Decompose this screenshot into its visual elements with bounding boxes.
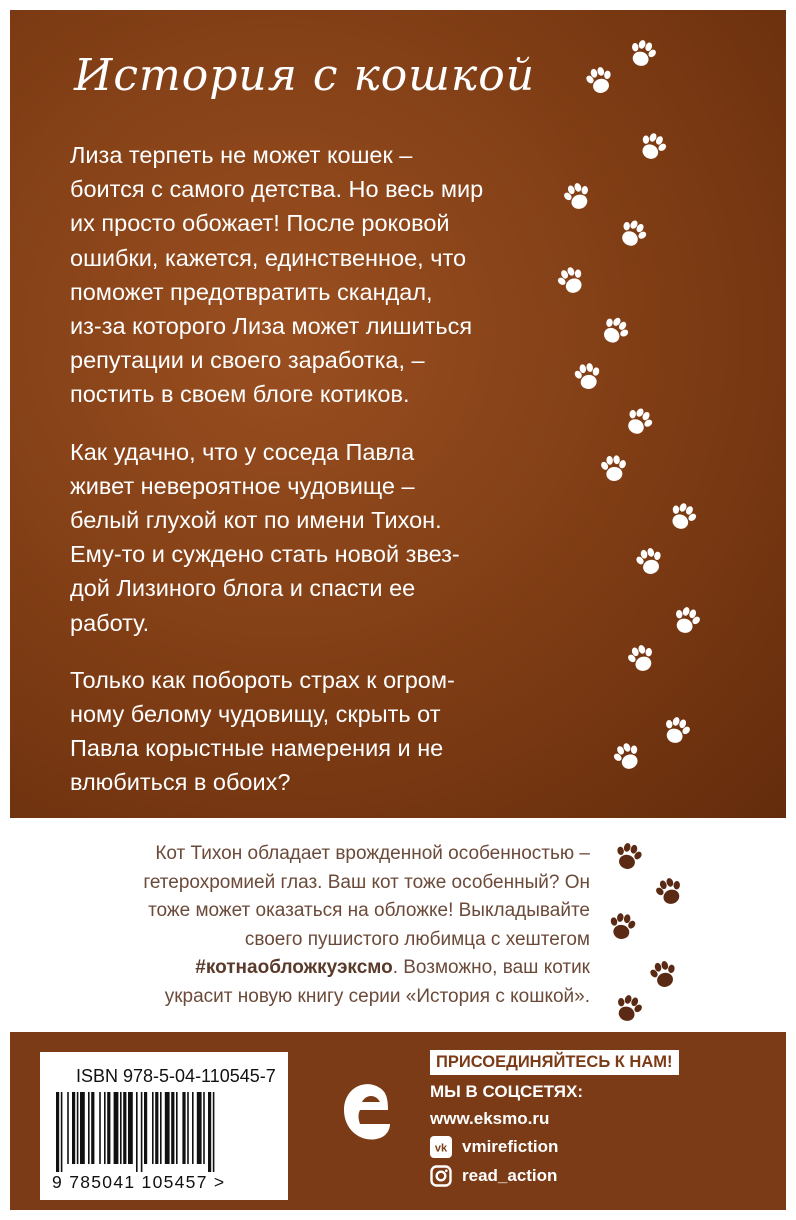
barcode-bar [91, 1092, 94, 1164]
barcode-bar [104, 1092, 106, 1164]
barcode-bar [72, 1092, 75, 1164]
barcode-bar [176, 1092, 178, 1164]
barcode-bar [123, 1092, 126, 1164]
series-title: История с кошкой [74, 50, 536, 101]
paw-print-icon [611, 992, 645, 1025]
blurb-paragraph: Как удачно, что у соседа Павла живет невероятное чудовище – белый глухой кот по имени Тихон. Ему-то и суждено стать новой звез- дой Лизиного блога и спасти ее работу. [70, 438, 460, 636]
barcode-label [40, 1052, 288, 1200]
paw-print-icon [554, 263, 590, 298]
barcode-bar [160, 1092, 162, 1164]
blurb-paragraph: Только как побороть страх к огром- ному белому чудовищу, скрыть от Павла корыстные намерения и не влюбиться в обоих? [70, 666, 455, 796]
svg-text:vk: vk [434, 1142, 448, 1155]
paw-print-icon [572, 361, 603, 391]
barcode-bar [208, 1092, 211, 1172]
eksmo-logo [340, 1080, 392, 1146]
paw-print-icon [635, 129, 671, 164]
paw-print-icon [625, 37, 659, 70]
barcode-bar [182, 1092, 185, 1164]
website-link[interactable] [430, 1109, 730, 1129]
paw-print-icon [647, 959, 680, 991]
blurb-paragraph: Лиза терпеть не может кошек – боится с самого детства. Но весь мир их просто обожает! После роковой ошибки, кажется, единственное, что поможет предотвратить скандал, из-за которого Лиза может лишиться репутации и своего заработка, – постить в своем блоге котиков. [70, 142, 484, 408]
book-back-cover [10, 10, 786, 1210]
barcode-bar [61, 1092, 63, 1172]
barcode-bar [77, 1092, 79, 1164]
social-links [430, 1050, 730, 1187]
barcode-bar [107, 1092, 110, 1164]
social-heading: МЫ В СОЦСЕТЯХ: [430, 1082, 584, 1101]
barcode-bar [187, 1092, 189, 1164]
barcode-bar [136, 1092, 138, 1172]
paw-print-icon [612, 841, 645, 873]
paw-print-icon [665, 499, 701, 534]
barcode-bar [171, 1092, 174, 1164]
barcode-digits: 9 785041 105457 > [52, 1172, 226, 1192]
paw-print-icon [621, 404, 657, 440]
barcode-bar [67, 1092, 69, 1164]
barcode-bar [114, 1092, 119, 1164]
description-panel [10, 10, 786, 818]
instagram-icon [430, 1165, 452, 1187]
vk-handle: vmirefiction [462, 1137, 559, 1156]
barcode-bar [141, 1092, 143, 1172]
vk-link[interactable] [430, 1136, 730, 1158]
join-us-badge: ПРИСОЕДИНЯЙТЕСЬ К НАМ! [430, 1050, 679, 1075]
isbn-number: ISBN 978-5-04-110545-7 [76, 1066, 276, 1086]
promo-text-start: Кот Тихон обладает врожденной особенностью – гетерохромией глаз. Ваш кот тоже особенный? Он тоже может оказаться на обложке! Выкладывайте своего пушистого любимца с хештегом [143, 843, 590, 950]
paw-print-icon [652, 875, 686, 908]
barcode-bar [144, 1092, 147, 1164]
instagram-handle: read_action [462, 1166, 558, 1185]
promo-hashtag: #котнаобложкуэксмо [195, 957, 393, 979]
barcode-bar [120, 1092, 122, 1164]
website-text: www.eksmo.ru [430, 1109, 550, 1128]
barcode-bar [203, 1092, 205, 1164]
barcode-bar [56, 1092, 59, 1172]
paw-print-icon [615, 216, 651, 252]
barcode-bar [128, 1092, 133, 1164]
barcode-bar [165, 1092, 170, 1164]
barcode-bar [192, 1092, 194, 1164]
barcode-bar [99, 1092, 101, 1164]
paw-trail-light [10, 10, 786, 818]
barcode-bar [213, 1092, 215, 1172]
paw-print-icon [607, 911, 638, 941]
barcode-image [54, 1092, 276, 1172]
promo-section [10, 818, 786, 1032]
instagram-link[interactable] [430, 1165, 730, 1187]
promo-text-end: . Возможно, ваш котик украсит новую книгу серии «История с кошкой». [164, 957, 590, 1007]
barcode-bar [80, 1092, 85, 1164]
barcode-bar [152, 1092, 154, 1164]
barcode-bar [197, 1092, 202, 1164]
paw-print-icon [610, 739, 646, 774]
barcode-bar [155, 1092, 158, 1164]
paw-print-icon [669, 604, 703, 637]
barcode-bar [88, 1092, 90, 1164]
paw-print-icon [583, 65, 616, 97]
paw-print-icon [560, 180, 594, 213]
paw-print-icon [633, 546, 666, 578]
paw-print-icon [596, 312, 633, 348]
paw-print-icon [624, 642, 658, 675]
paw-print-icon [659, 714, 693, 747]
vk-icon [430, 1136, 452, 1158]
publisher-panel [10, 1032, 786, 1210]
paw-print-icon [599, 454, 628, 482]
paw-trail-dark [10, 818, 786, 1032]
